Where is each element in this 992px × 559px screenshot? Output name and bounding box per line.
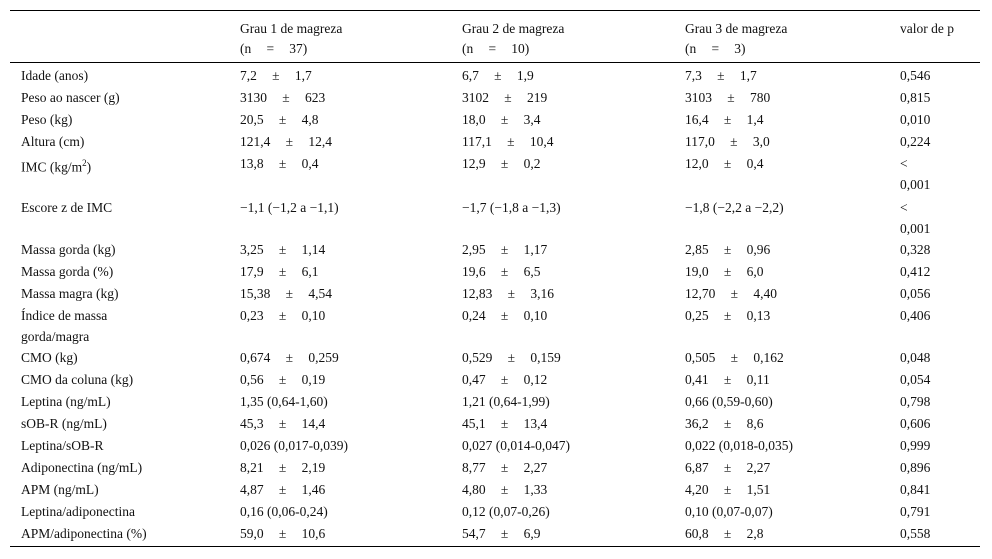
sd-value: 780 — [750, 90, 771, 105]
mean-value: 3102 — [462, 90, 489, 105]
sd-value: 1,4 — [746, 112, 764, 127]
plus-minus-sign: ± — [278, 112, 287, 127]
mean-value: 3130 — [240, 90, 267, 105]
n-equals: = — [488, 41, 497, 56]
sd-value: 0,10 — [523, 308, 548, 323]
plus-minus-sign: ± — [723, 242, 732, 257]
plus-minus-sign: ± — [500, 242, 509, 257]
mean-value: 0,674 — [240, 350, 271, 365]
plus-minus-sign: ± — [723, 460, 732, 475]
p-value — [900, 435, 930, 456]
row-label-text: Escore z de IMC — [21, 200, 113, 215]
plus-minus-sign: ± — [500, 482, 509, 497]
grau-2-value: 0,12 (0,07-0,26) — [462, 504, 550, 519]
grau-3-value — [685, 65, 757, 86]
table-bottom-rule — [10, 546, 980, 547]
grau-2-value — [462, 65, 534, 86]
plus-minus-sign: ± — [500, 526, 509, 541]
mean-value: 121,4 — [240, 134, 271, 149]
plus-minus-sign: ± — [500, 308, 509, 323]
grau-3-value — [685, 261, 764, 282]
sd-value: 14,4 — [301, 416, 326, 431]
row-label-text: Índice de massa — [21, 308, 108, 323]
plus-minus-sign: ± — [730, 134, 738, 149]
plus-minus-sign: ± — [278, 416, 287, 431]
mean-value: 0,41 — [685, 372, 709, 387]
grau-1-value — [240, 131, 332, 152]
grau-2-value: −1,7 (−1,8 a −1,3) — [462, 200, 561, 215]
header-grau-3-title: Grau 3 de magreza — [685, 21, 788, 36]
row-label — [21, 369, 133, 390]
grau-3-value — [685, 369, 770, 390]
row-label — [21, 283, 118, 304]
mean-value: 59,0 — [240, 526, 264, 541]
mean-value: 4,80 — [462, 482, 486, 497]
mean-value: 6,7 — [462, 68, 479, 83]
grau-3-value — [685, 87, 770, 108]
p-value — [900, 283, 930, 304]
p-value — [900, 197, 930, 239]
mean-value: 0,24 — [462, 308, 486, 323]
p-value-text: 0,815 — [900, 90, 931, 105]
plus-minus-sign: ± — [272, 68, 280, 83]
grau-2-value — [462, 457, 547, 478]
sd-value: 2,27 — [523, 460, 548, 475]
sd-value: 1,33 — [523, 482, 548, 497]
sd-value: 1,7 — [294, 68, 312, 83]
plus-minus-sign: ± — [500, 112, 509, 127]
plus-minus-sign: ± — [723, 416, 732, 431]
mean-value: 6,87 — [685, 460, 709, 475]
n-value: 10) — [511, 41, 530, 56]
mean-value: 8,77 — [462, 460, 486, 475]
grau-2-value — [462, 369, 547, 390]
row-label-text: Adiponectina (ng/mL) — [21, 460, 143, 475]
sd-value: 4,8 — [301, 112, 319, 127]
plus-minus-sign: ± — [723, 526, 732, 541]
mean-value: 45,3 — [240, 416, 264, 431]
header-grau-3 — [685, 19, 787, 59]
sd-value: 1,51 — [746, 482, 771, 497]
row-label — [21, 197, 112, 218]
grau-1-value: 0,16 (0,06-0,24) — [240, 504, 328, 519]
p-value-text: 0,224 — [900, 134, 931, 149]
sd-value: 3,4 — [523, 112, 541, 127]
n-label: (n — [240, 41, 252, 56]
plus-minus-sign: ± — [727, 90, 735, 105]
row-label — [21, 435, 104, 456]
row-label-text: Leptina (ng/mL) — [21, 394, 111, 409]
mean-value: 4,87 — [240, 482, 264, 497]
grau-1-value — [240, 65, 312, 86]
sd-value: 1,7 — [739, 68, 757, 83]
sd-value: 6,5 — [523, 264, 541, 279]
sd-value: 623 — [305, 90, 326, 105]
mean-value: 117,0 — [685, 134, 715, 149]
plus-minus-sign: ± — [285, 286, 294, 301]
plus-minus-sign: ± — [723, 264, 732, 279]
row-label — [21, 131, 84, 152]
mean-value: 18,0 — [462, 112, 486, 127]
grau-3-value: 0,022 (0,018-0,035) — [685, 438, 793, 453]
plus-minus-sign: ± — [278, 526, 287, 541]
p-value-text: 0,896 — [900, 460, 931, 475]
row-label-text: sOB-R (ng/mL) — [21, 416, 107, 431]
mean-value: 16,4 — [685, 112, 709, 127]
p-value — [900, 501, 930, 522]
row-label-text: Leptina/adiponectina — [21, 504, 135, 519]
grau-3-value — [685, 239, 770, 260]
row-label-text: Massa magra (kg) — [21, 286, 119, 301]
plus-minus-sign: ± — [730, 286, 739, 301]
grau-3-value — [685, 413, 764, 434]
mean-value: 54,7 — [462, 526, 486, 541]
grau-3-value: −1,8 (−2,2 a −2,2) — [685, 200, 784, 215]
grau-2-value — [462, 305, 547, 326]
p-value — [900, 347, 930, 368]
mean-value: 36,2 — [685, 416, 709, 431]
mean-value: 45,1 — [462, 416, 486, 431]
sd-value: 0,19 — [301, 372, 326, 387]
p-value — [900, 523, 930, 544]
plus-minus-sign: ± — [723, 156, 732, 171]
p-value-text: 0,406 — [900, 308, 931, 323]
plus-minus-sign: ± — [282, 90, 290, 105]
sd-value: 0,13 — [746, 308, 771, 323]
plus-minus-sign: ± — [723, 308, 732, 323]
row-label-text: Idade (anos) — [21, 68, 89, 83]
grau-2-value — [462, 523, 541, 544]
grau-2-value — [462, 283, 554, 304]
plus-minus-sign: ± — [494, 68, 502, 83]
row-label-end: ) — [86, 159, 92, 175]
grau-1-value: 1,35 (0,64-1,60) — [240, 394, 328, 409]
header-grau-2 — [462, 19, 564, 59]
grau-1-value — [240, 369, 325, 390]
mean-value: 0,23 — [240, 308, 264, 323]
plus-minus-sign: ± — [278, 482, 287, 497]
p-value-text-line2: 0,001 — [900, 221, 931, 236]
grau-2-value — [462, 131, 554, 152]
plus-minus-sign: ± — [278, 372, 287, 387]
sd-value: 12,4 — [308, 134, 332, 149]
mean-value: 15,38 — [240, 286, 271, 301]
row-label-text: APM/adiponectina (%) — [21, 526, 147, 541]
sd-value: 3,16 — [530, 286, 554, 301]
plus-minus-sign: ± — [285, 350, 294, 365]
plus-minus-sign: ± — [507, 286, 516, 301]
grau-2-value — [462, 109, 541, 130]
row-label — [21, 109, 72, 130]
p-value — [900, 305, 930, 326]
mean-value: 8,21 — [240, 460, 264, 475]
sd-value: 4,54 — [308, 286, 332, 301]
plus-minus-sign: ± — [500, 156, 509, 171]
p-value-text: 0,010 — [900, 112, 931, 127]
row-label-text: Leptina/sOB-R — [21, 438, 104, 453]
grau-1-value — [240, 523, 325, 544]
sd-value: 0,159 — [530, 350, 561, 365]
grau-1-value — [240, 283, 332, 304]
p-value-text: 0,606 — [900, 416, 931, 431]
sd-value: 0,2 — [523, 156, 541, 171]
mean-value: 7,2 — [240, 68, 257, 83]
sd-value: 0,11 — [746, 372, 770, 387]
p-value — [900, 261, 930, 282]
sd-value: 219 — [527, 90, 548, 105]
sd-value: 10,6 — [301, 526, 326, 541]
grau-3-value — [685, 283, 777, 304]
grau-2-value — [462, 153, 541, 174]
plus-minus-sign: ± — [278, 308, 287, 323]
row-label — [21, 501, 135, 522]
plus-minus-sign: ± — [500, 460, 509, 475]
mean-value: 13,8 — [240, 156, 264, 171]
mean-value: 117,1 — [462, 134, 492, 149]
grau-3-value: 0,66 (0,59-0,60) — [685, 394, 773, 409]
grau-1-value — [240, 109, 319, 130]
sd-value: 6,1 — [301, 264, 319, 279]
p-value-text: 0,048 — [900, 350, 931, 365]
table-top-rule — [10, 10, 980, 11]
plus-minus-sign: ± — [504, 90, 512, 105]
row-label — [21, 347, 78, 368]
n-equals: = — [266, 41, 275, 56]
p-value-text: 0,328 — [900, 242, 931, 257]
mean-value: 7,3 — [685, 68, 702, 83]
grau-2-value: 0,027 (0,014-0,047) — [462, 438, 570, 453]
row-label-text: Peso ao nascer (g) — [21, 90, 120, 105]
n-equals: = — [711, 41, 720, 56]
header-grau-2-n — [462, 39, 564, 59]
mean-value: 0,505 — [685, 350, 716, 365]
grau-3-value — [685, 131, 770, 152]
n-value: 3) — [734, 41, 746, 56]
p-value — [900, 457, 930, 478]
grau-1-value — [240, 261, 319, 282]
sd-value: 0,162 — [753, 350, 784, 365]
row-label — [21, 391, 111, 412]
p-value-text-line2: 0,001 — [900, 177, 931, 192]
sd-value: 2,8 — [746, 526, 764, 541]
grau-2-value — [462, 347, 561, 368]
sd-value: 3,0 — [752, 134, 770, 149]
mean-value: 12,70 — [685, 286, 716, 301]
sd-value: 8,6 — [746, 416, 764, 431]
plus-minus-sign: ± — [278, 264, 287, 279]
mean-value: 12,83 — [462, 286, 493, 301]
mean-value: 4,20 — [685, 482, 709, 497]
grau-3-value — [685, 479, 770, 500]
plus-minus-sign: ± — [500, 264, 509, 279]
sd-value: 1,9 — [516, 68, 534, 83]
mean-value: 0,56 — [240, 372, 264, 387]
mean-value: 0,47 — [462, 372, 486, 387]
grau-2-value — [462, 87, 547, 108]
plus-minus-sign: ± — [730, 350, 739, 365]
sd-value: 2,19 — [301, 460, 326, 475]
p-value-text: 0,056 — [900, 286, 931, 301]
p-value-text: 0,054 — [900, 372, 931, 387]
p-value — [900, 239, 930, 260]
mean-value: 0,529 — [462, 350, 493, 365]
mean-value: 60,8 — [685, 526, 709, 541]
sd-value: 0,4 — [301, 156, 319, 171]
grau-3-value — [685, 347, 784, 368]
plus-minus-sign: ± — [278, 460, 287, 475]
p-value — [900, 65, 930, 86]
p-value-text: 0,791 — [900, 504, 931, 519]
plus-minus-sign: ± — [500, 416, 509, 431]
row-label — [21, 305, 107, 347]
row-label-text: IMC (kg/m — [21, 159, 83, 175]
row-label — [21, 153, 91, 178]
mean-value: 3,25 — [240, 242, 264, 257]
p-value — [900, 413, 930, 434]
mean-value: 2,85 — [685, 242, 709, 257]
row-label-text: CMO da coluna (kg) — [21, 372, 134, 387]
plus-minus-sign: ± — [278, 156, 287, 171]
row-label — [21, 523, 147, 544]
mean-value: 3103 — [685, 90, 712, 105]
mean-value: 17,9 — [240, 264, 264, 279]
mean-value: 19,6 — [462, 264, 486, 279]
p-value — [900, 479, 930, 500]
grau-1-value — [240, 347, 339, 368]
row-label-text-line2: gorda/magra — [21, 329, 90, 344]
grau-2-value — [462, 261, 541, 282]
row-label — [21, 65, 88, 86]
grau-1-value — [240, 153, 319, 174]
row-label — [21, 413, 107, 434]
plus-minus-sign: ± — [723, 112, 732, 127]
p-value-text: 0,798 — [900, 394, 931, 409]
sd-value: 2,27 — [746, 460, 771, 475]
sd-value: 1,14 — [301, 242, 326, 257]
p-value — [900, 131, 930, 152]
header-grau-2-title: Grau 2 de magreza — [462, 21, 565, 36]
sd-value: 13,4 — [523, 416, 548, 431]
grau-2-value — [462, 239, 547, 260]
p-value — [900, 87, 930, 108]
plus-minus-sign: ± — [723, 482, 732, 497]
plus-minus-sign: ± — [285, 134, 294, 149]
row-label — [21, 457, 142, 478]
mean-value: 19,0 — [685, 264, 709, 279]
row-label — [21, 261, 113, 282]
p-value — [900, 369, 930, 390]
sd-value: 0,10 — [301, 308, 326, 323]
p-value — [900, 153, 930, 195]
header-grau-1-title: Grau 1 de magreza — [240, 21, 343, 36]
plus-minus-sign: ± — [500, 372, 509, 387]
mean-value: 2,95 — [462, 242, 486, 257]
sd-value: 1,46 — [301, 482, 326, 497]
row-label-text: Massa gorda (kg) — [21, 242, 116, 257]
grau-1-value — [240, 239, 325, 260]
p-value-text: 0,546 — [900, 68, 931, 83]
sd-value: 6,9 — [523, 526, 541, 541]
grau-3-value — [685, 153, 764, 174]
grau-3-value: 0,10 (0,07-0,07) — [685, 504, 773, 519]
sd-value: 10,4 — [529, 134, 554, 149]
grau-1-value: 0,026 (0,017-0,039) — [240, 438, 348, 453]
header-grau-3-n — [685, 39, 787, 59]
row-label — [21, 87, 120, 108]
header-rule — [10, 62, 980, 63]
mean-value: 12,0 — [685, 156, 709, 171]
grau-2-value — [462, 413, 547, 434]
row-label — [21, 239, 115, 260]
row-label-text: Altura (cm) — [21, 134, 85, 149]
grau-2-value: 1,21 (0,64-1,99) — [462, 394, 550, 409]
plus-minus-sign: ± — [717, 68, 725, 83]
sd-value: 1,17 — [523, 242, 548, 257]
grau-2-value — [462, 479, 547, 500]
p-value-text: < — [900, 200, 908, 215]
grau-1-value — [240, 87, 325, 108]
plus-minus-sign: ± — [507, 134, 515, 149]
grau-1-value — [240, 479, 325, 500]
grau-1-value — [240, 305, 325, 326]
row-label-text: Massa gorda (%) — [21, 264, 114, 279]
grau-1-value — [240, 457, 325, 478]
sd-value: 0,259 — [308, 350, 339, 365]
grau-3-value — [685, 305, 770, 326]
sd-value: 6,0 — [746, 264, 764, 279]
row-label-text: CMO (kg) — [21, 350, 78, 365]
header-p-value: valor de p — [900, 21, 954, 36]
sd-value: 0,4 — [746, 156, 764, 171]
p-value-text: < — [900, 156, 908, 171]
header-grau-1 — [240, 19, 342, 59]
p-value — [900, 391, 930, 412]
p-value-text: 0,999 — [900, 438, 931, 453]
p-value-text: 0,558 — [900, 526, 931, 541]
header-grau-1-n — [240, 39, 342, 59]
plus-minus-sign: ± — [507, 350, 516, 365]
mean-value: 20,5 — [240, 112, 264, 127]
sd-value: 0,12 — [523, 372, 548, 387]
row-label — [21, 479, 99, 500]
n-label: (n — [462, 41, 474, 56]
mean-value: 0,25 — [685, 308, 709, 323]
n-value: 37) — [289, 41, 308, 56]
p-value-text: 0,412 — [900, 264, 931, 279]
p-value-text: 0,841 — [900, 482, 931, 497]
mean-value: 12,9 — [462, 156, 486, 171]
grau-1-value — [240, 413, 325, 434]
grau-3-value — [685, 457, 770, 478]
sd-value: 4,40 — [753, 286, 777, 301]
grau-3-value — [685, 109, 764, 130]
n-label: (n — [685, 41, 697, 56]
row-label-superscript: 2 — [82, 158, 87, 168]
p-value — [900, 109, 930, 130]
sd-value: 0,96 — [746, 242, 771, 257]
row-label-text: Peso (kg) — [21, 112, 73, 127]
grau-3-value — [685, 523, 764, 544]
row-label-text: APM (ng/mL) — [21, 482, 99, 497]
plus-minus-sign: ± — [723, 372, 732, 387]
plus-minus-sign: ± — [278, 242, 287, 257]
grau-1-value: −1,1 (−1,2 a −1,1) — [240, 200, 339, 215]
